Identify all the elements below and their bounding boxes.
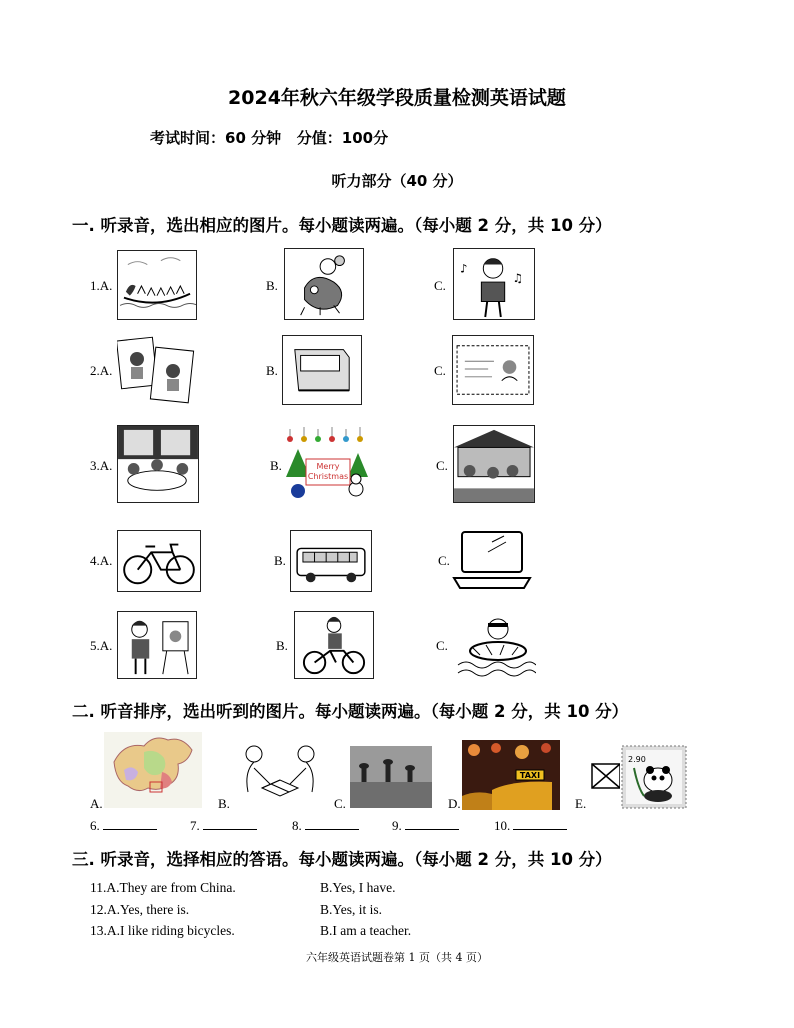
page-title: 2024年秋六年级学段质量检测英语试题 [228, 87, 566, 109]
svg-text:♫: ♫ [512, 271, 523, 286]
playing-chess-picture[interactable] [232, 740, 328, 812]
label-1a: 1.A. [90, 278, 113, 293]
label-2-a: A. [90, 796, 103, 811]
question-11-option-a[interactable]: 11.A.They are from China. [90, 880, 236, 895]
postcard-picture[interactable] [452, 335, 534, 405]
china-map-picture[interactable] [104, 732, 202, 808]
svg-text:TAXI: TAXI [519, 771, 541, 780]
laptop-picture[interactable] [452, 528, 532, 594]
family-dinner-picture[interactable] [117, 425, 199, 503]
label-5a: 5.A. [90, 638, 113, 653]
question-13-option-b[interactable]: B.I am a teacher. [320, 923, 412, 938]
label-2-c: C. [334, 796, 346, 811]
label-1b: B. [266, 278, 278, 293]
question-12-option-a[interactable]: 12.A.Yes, there is. [90, 902, 190, 917]
section2-heading: 二. 听音排序，选出听到的图片。每小题读两遍。（每小题 2 分，共 10 分） [72, 702, 629, 721]
exam-meta: 考试时间：60 分钟 分值：100分 [150, 129, 389, 147]
label-4b: B. [274, 553, 286, 568]
answer-blank-7[interactable]: 7. [190, 818, 257, 834]
street-scene-picture[interactable] [453, 425, 535, 503]
label-2b: B. [266, 363, 278, 378]
label-3b: B. [270, 458, 282, 473]
answer-blank-9[interactable]: 9. [392, 818, 459, 834]
answer-blank-8[interactable]: 8. [292, 818, 359, 834]
label-3a: 3.A. [90, 458, 113, 473]
lake-pagodas-picture[interactable] [350, 746, 432, 808]
listening-heading: 听力部分（40 分） [331, 172, 463, 190]
svg-text:Merry: Merry [316, 462, 340, 471]
lion-dance-picture[interactable] [284, 248, 364, 320]
label-2-b: B. [218, 796, 230, 811]
svg-text:Christmas: Christmas [307, 472, 349, 481]
dragon-boat-picture[interactable] [117, 250, 197, 320]
label-2-e: E. [575, 796, 587, 811]
riding-boy-picture[interactable] [294, 611, 374, 679]
label-2c: C. [434, 363, 446, 378]
section1-heading: 一. 听录音，选出相应的图片。每小题读两遍。（每小题 2 分，共 10 分） [72, 216, 612, 235]
swimming-picture[interactable] [456, 607, 536, 679]
section3-heading: 三. 听录音，选择相应的答语。每小题读两遍。（每小题 2 分，共 10 分） [72, 850, 612, 869]
svg-text:2.90: 2.90 [628, 755, 646, 764]
taxi-picture[interactable] [462, 740, 560, 810]
label-2a: 2.A. [90, 363, 113, 378]
svg-text:♪: ♪ [459, 261, 468, 276]
label-1c: C. [434, 278, 446, 293]
bus-picture[interactable] [290, 530, 372, 592]
question-13-option-a[interactable]: 13.A.I like riding bicycles. [90, 923, 235, 938]
book-picture[interactable] [282, 335, 362, 405]
answer-blank-10[interactable]: 10. [494, 818, 567, 834]
page-footer: 六年级英语试题卷第 1 页（共 4 页） [306, 951, 488, 964]
christmas-picture[interactable] [284, 425, 372, 505]
label-4c: C. [438, 553, 450, 568]
label-5b: B. [276, 638, 288, 653]
bicycle-picture[interactable] [117, 530, 201, 592]
answer-blank-6[interactable]: 6. [90, 818, 157, 834]
question-12-option-b[interactable]: B.Yes, it is. [320, 902, 383, 917]
label-2-d: D. [448, 796, 461, 811]
label-5c: C. [436, 638, 448, 653]
panda-stamp-picture[interactable] [620, 744, 688, 810]
envelope-icon [590, 760, 622, 792]
question-11-option-b[interactable]: B.Yes, I have. [320, 880, 396, 895]
label-3c: C. [436, 458, 448, 473]
singing-boy-picture[interactable] [453, 248, 535, 320]
label-4a: 4.A. [90, 553, 113, 568]
cards-picture[interactable] [117, 335, 195, 405]
painting-boy-picture[interactable] [117, 611, 197, 679]
